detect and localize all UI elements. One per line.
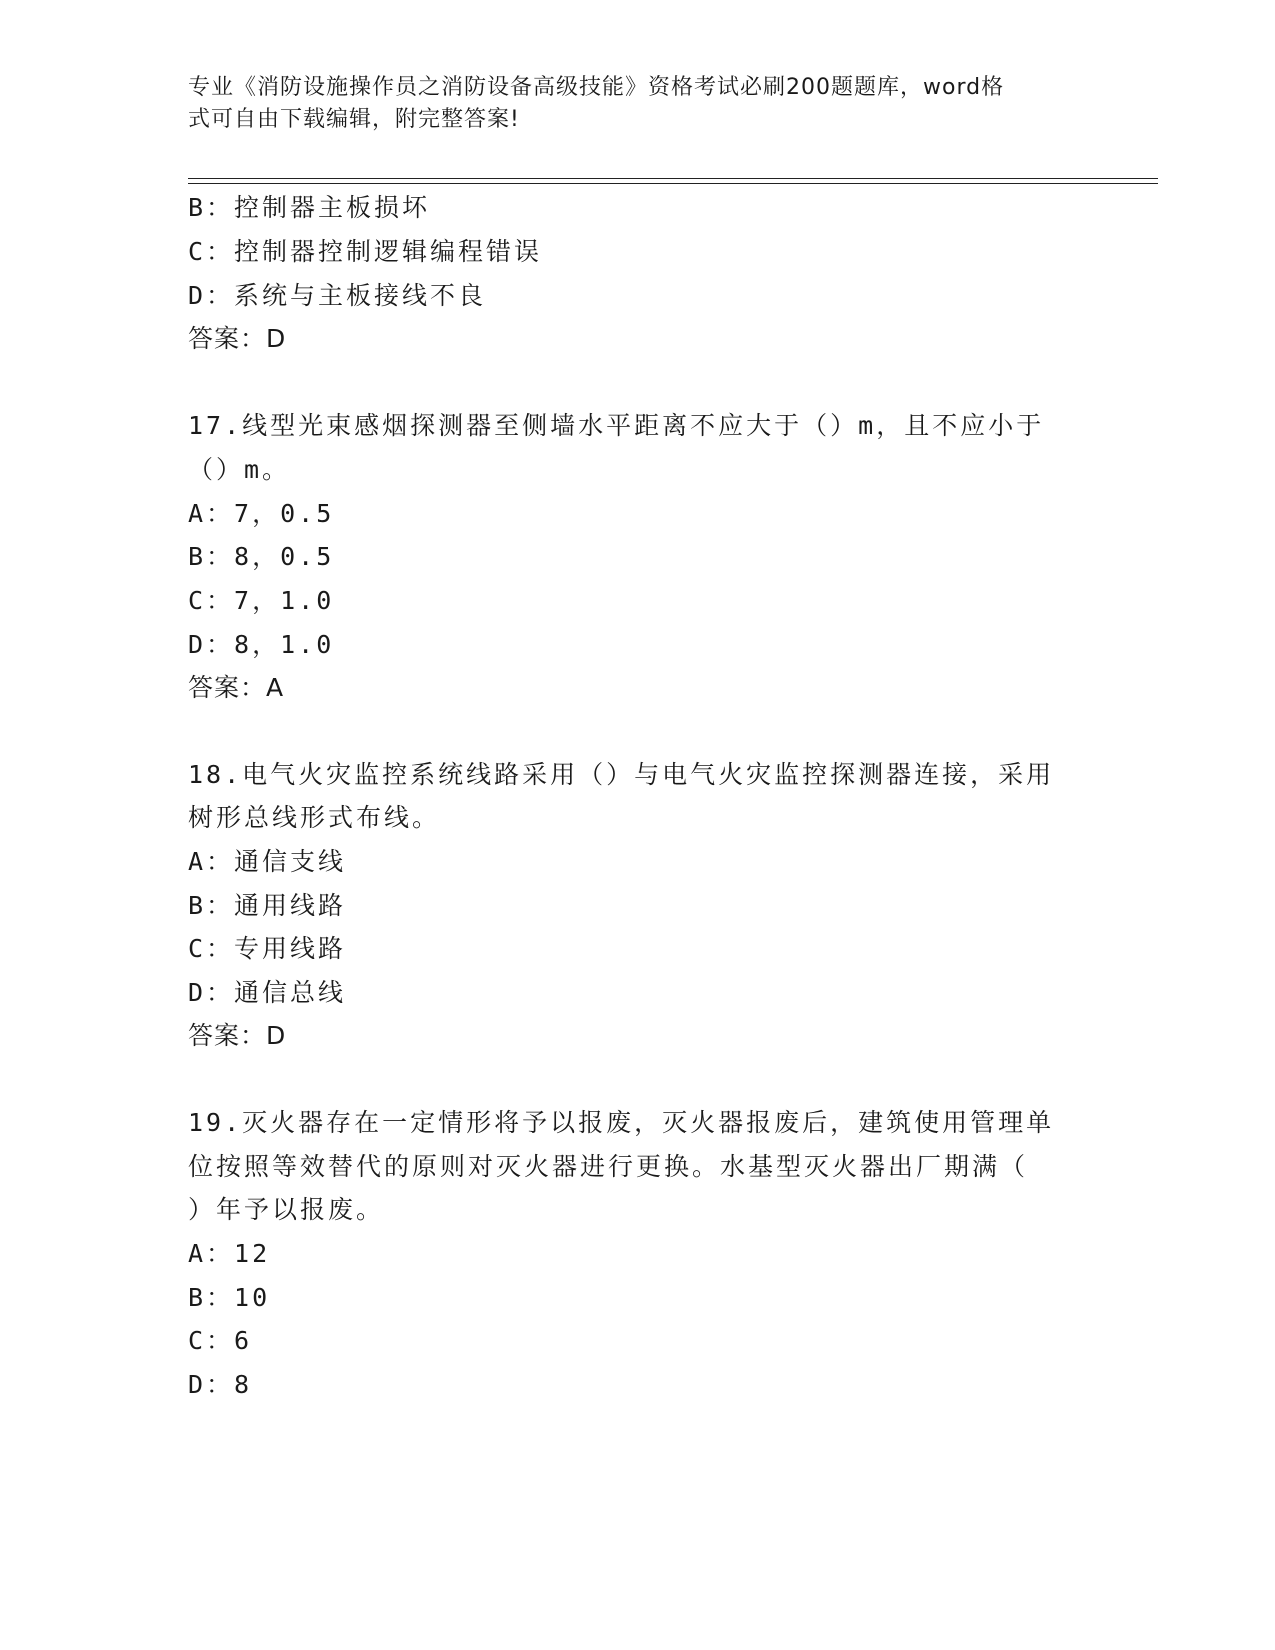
- q16-option-b: B：控制器主板损坏: [188, 193, 431, 222]
- q18-answer: [188, 1021, 286, 1051]
- q19-stem-line-2: 位按照等效替代的原则对灭火器进行更换。水基型灭火器出厂期满（: [188, 1152, 1029, 1181]
- q18-answer-key: D: [266, 1021, 287, 1050]
- q17-option-d: D：8，1.0: [188, 630, 335, 659]
- q17-stem-line-2: （）m。: [188, 455, 291, 484]
- header-rule-top: [188, 178, 1158, 179]
- q19-option-c: C：6: [188, 1326, 253, 1355]
- q16-option-c: C：控制器控制逻辑编程错误: [188, 237, 543, 266]
- q17-option-b: B：8，0.5: [188, 542, 335, 571]
- q17-option-c: C：7，1.0: [188, 586, 335, 615]
- q19-option-b: B：10: [188, 1283, 271, 1312]
- q16-answer: [188, 324, 286, 354]
- q18-option-d: D：通信总线: [188, 978, 347, 1007]
- q16-answer-key: D: [266, 324, 287, 353]
- q16-option-d: D：系统与主板接线不良: [188, 281, 487, 310]
- q19-option-a: A：12: [188, 1239, 271, 1268]
- q17-answer-prefix: 答案：: [188, 673, 267, 702]
- q17-answer: [188, 673, 284, 703]
- q18-option-a: A：通信支线: [188, 847, 347, 876]
- q19-stem-line-3: ）年予以报废。: [188, 1195, 385, 1224]
- q17-option-a: A：7，0.5: [188, 499, 335, 528]
- q17-answer-key: A: [266, 673, 285, 702]
- q18-stem-line-2: 树形总线形式布线。: [188, 803, 441, 832]
- q18-option-c: C：专用线路: [188, 934, 347, 963]
- q18-option-b: B：通用线路: [188, 891, 347, 920]
- header-rule-bottom: [188, 183, 1158, 184]
- header-line-1: 专业《消防设施操作员之消防设备高级技能》资格考试必刷200题题库，word格: [188, 75, 1005, 100]
- q18-answer-prefix: 答案：: [188, 1021, 267, 1050]
- q17-stem-line-1: 17.线型光束感烟探测器至侧墙水平距离不应大于（）m，且不应小于: [188, 411, 1045, 440]
- header-line-2: 式可自由下载编辑，附完整答案!: [188, 107, 520, 132]
- q19-stem-line-1: 19.灭火器存在一定情形将予以报废，灭火器报废后，建筑使用管理单: [188, 1108, 1055, 1137]
- q16-answer-prefix: 答案：: [188, 324, 267, 353]
- q19-option-d: D：8: [188, 1370, 253, 1399]
- document-header: [188, 72, 1068, 136]
- q18-stem-line-1: 18.电气火灾监控系统线路采用（）与电气火灾监控探测器连接，采用: [188, 760, 1055, 789]
